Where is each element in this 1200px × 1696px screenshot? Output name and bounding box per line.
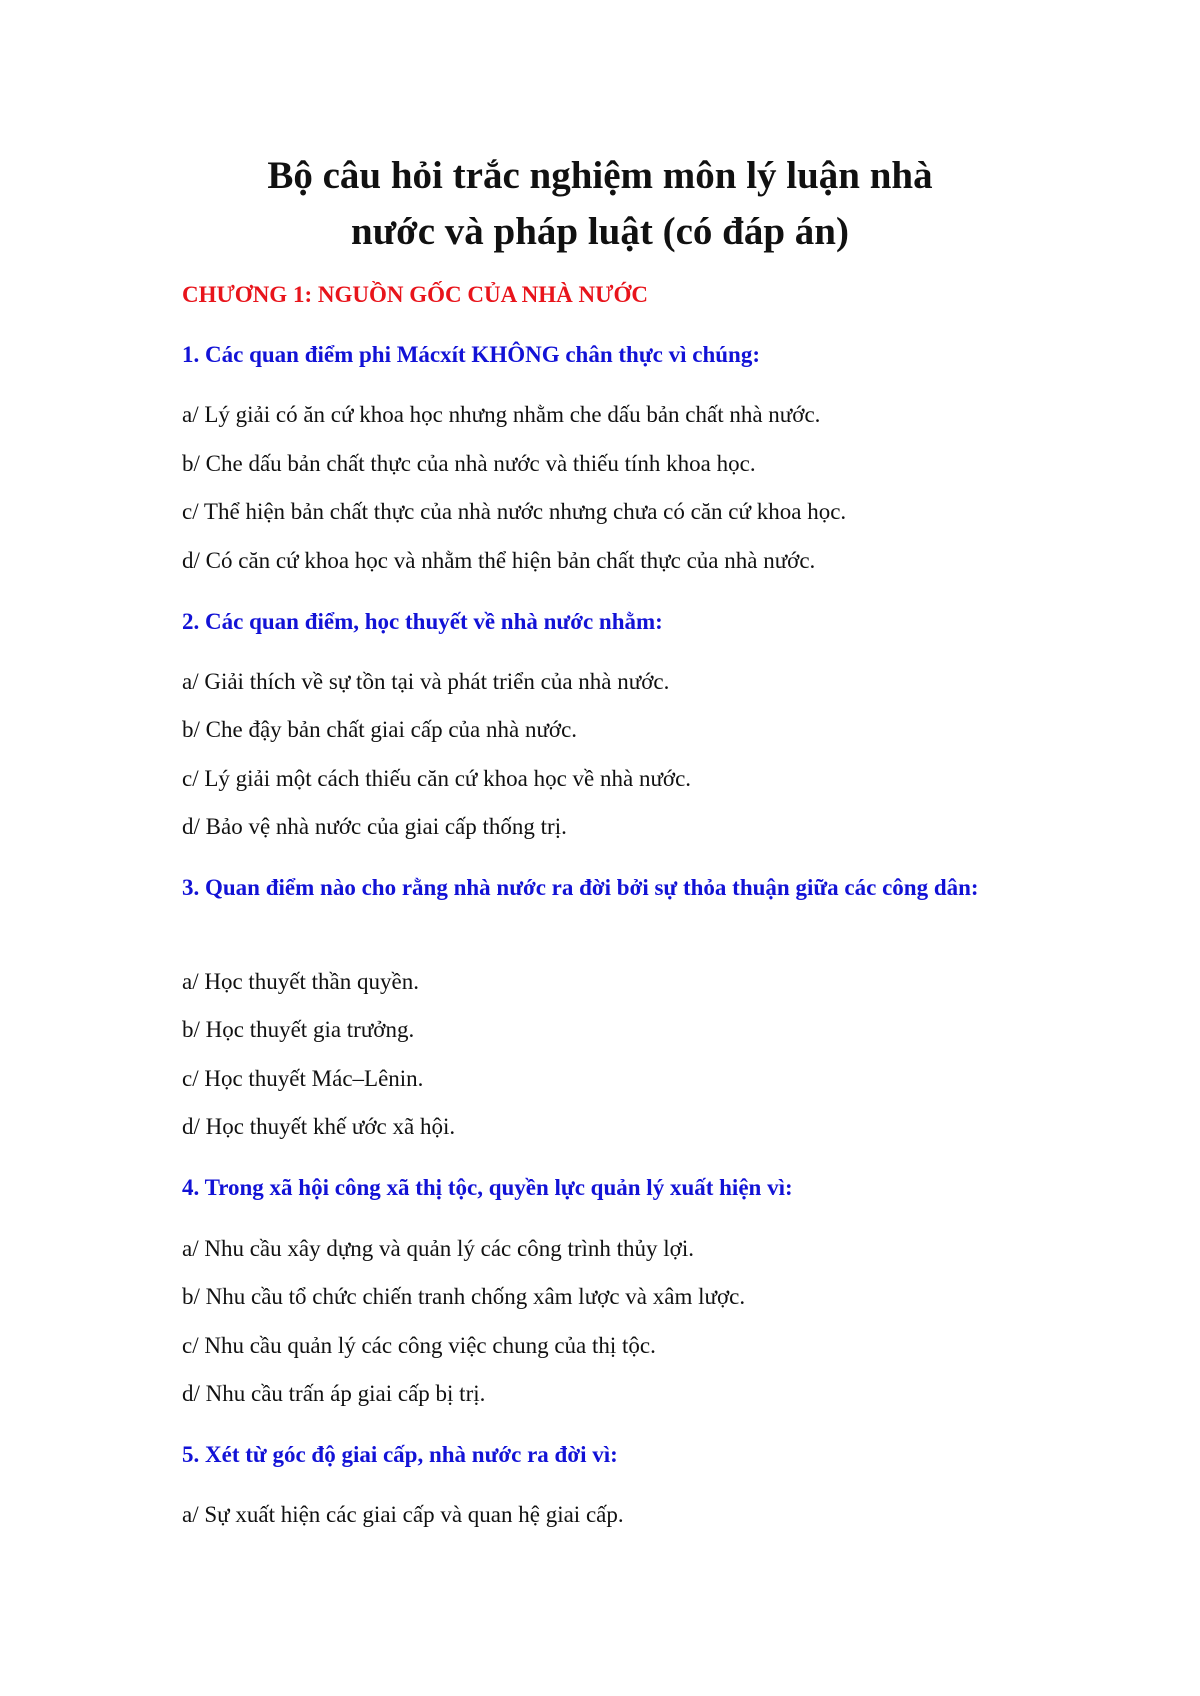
question-1-option-d: d/ Có căn cứ khoa học và nhằm thể hiện bản chất thực của nhà nước.: [182, 548, 816, 573]
question-2: 2. Các quan điểm, học thuyết về nhà nước nhằm:: [182, 609, 663, 634]
question-1-option-c: c/ Thể hiện bản chất thực của nhà nước nhưng chưa có căn cứ khoa học.: [182, 499, 847, 524]
question-1-option-b: b/ Che dấu bản chất thực của nhà nước và thiếu tính khoa học.: [182, 451, 756, 476]
question-5: 5. Xét từ góc độ giai cấp, nhà nước ra đời vì:: [182, 1442, 618, 1467]
question-1-option-a: a/ Lý giải có ăn cứ khoa học nhưng nhằm che dấu bản chất nhà nước.: [182, 402, 821, 427]
question-4: 4. Trong xã hội công xã thị tộc, quyền lực quản lý xuất hiện vì:: [182, 1175, 793, 1200]
question-2-option-a: a/ Giải thích về sự tồn tại và phát triển của nhà nước.: [182, 669, 670, 694]
question-3-option-b: b/ Học thuyết gia trưởng.: [182, 1017, 415, 1042]
question-2-option-c: c/ Lý giải một cách thiếu căn cứ khoa học về nhà nước.: [182, 766, 692, 791]
question-4-option-b: b/ Nhu cầu tổ chức chiến tranh chống xâm lược và xâm lược.: [182, 1284, 746, 1309]
question-4-option-a: a/ Nhu cầu xây dựng và quản lý các công trình thủy lợi.: [182, 1236, 694, 1261]
title-line-1: Bộ câu hỏi trắc nghiệm môn lý luận nhà: [267, 154, 933, 197]
question-3-option-d: d/ Học thuyết khế ước xã hội.: [182, 1114, 456, 1139]
question-3-option-a: a/ Học thuyết thần quyền.: [182, 969, 419, 994]
question-3-option-c: c/ Học thuyết Mác–Lênin.: [182, 1066, 424, 1091]
question-2-option-b: b/ Che đậy bản chất giai cấp của nhà nước.: [182, 717, 578, 742]
document-title: [150, 148, 1050, 260]
question-3: 3. Quan điểm nào cho rằng nhà nước ra đời bởi sự thỏa thuận giữa các công dân:: [182, 875, 979, 900]
title-line-2: nước và pháp luật (có đáp án): [351, 210, 849, 253]
question-4-option-c: c/ Nhu cầu quản lý các công việc chung của thị tộc.: [182, 1333, 656, 1358]
question-2-option-d: d/ Bảo vệ nhà nước của giai cấp thống trị.: [182, 814, 567, 839]
question-1: 1. Các quan điểm phi Mácxít KHÔNG chân thực vì chúng:: [182, 342, 760, 367]
question-5-option-a: a/ Sự xuất hiện các giai cấp và quan hệ giai cấp.: [182, 1502, 624, 1527]
question-4-option-d: d/ Nhu cầu trấn áp giai cấp bị trị.: [182, 1381, 486, 1406]
chapter-heading: CHƯƠNG 1: NGUỒN GỐC CỦA NHÀ NƯỚC: [182, 282, 648, 307]
